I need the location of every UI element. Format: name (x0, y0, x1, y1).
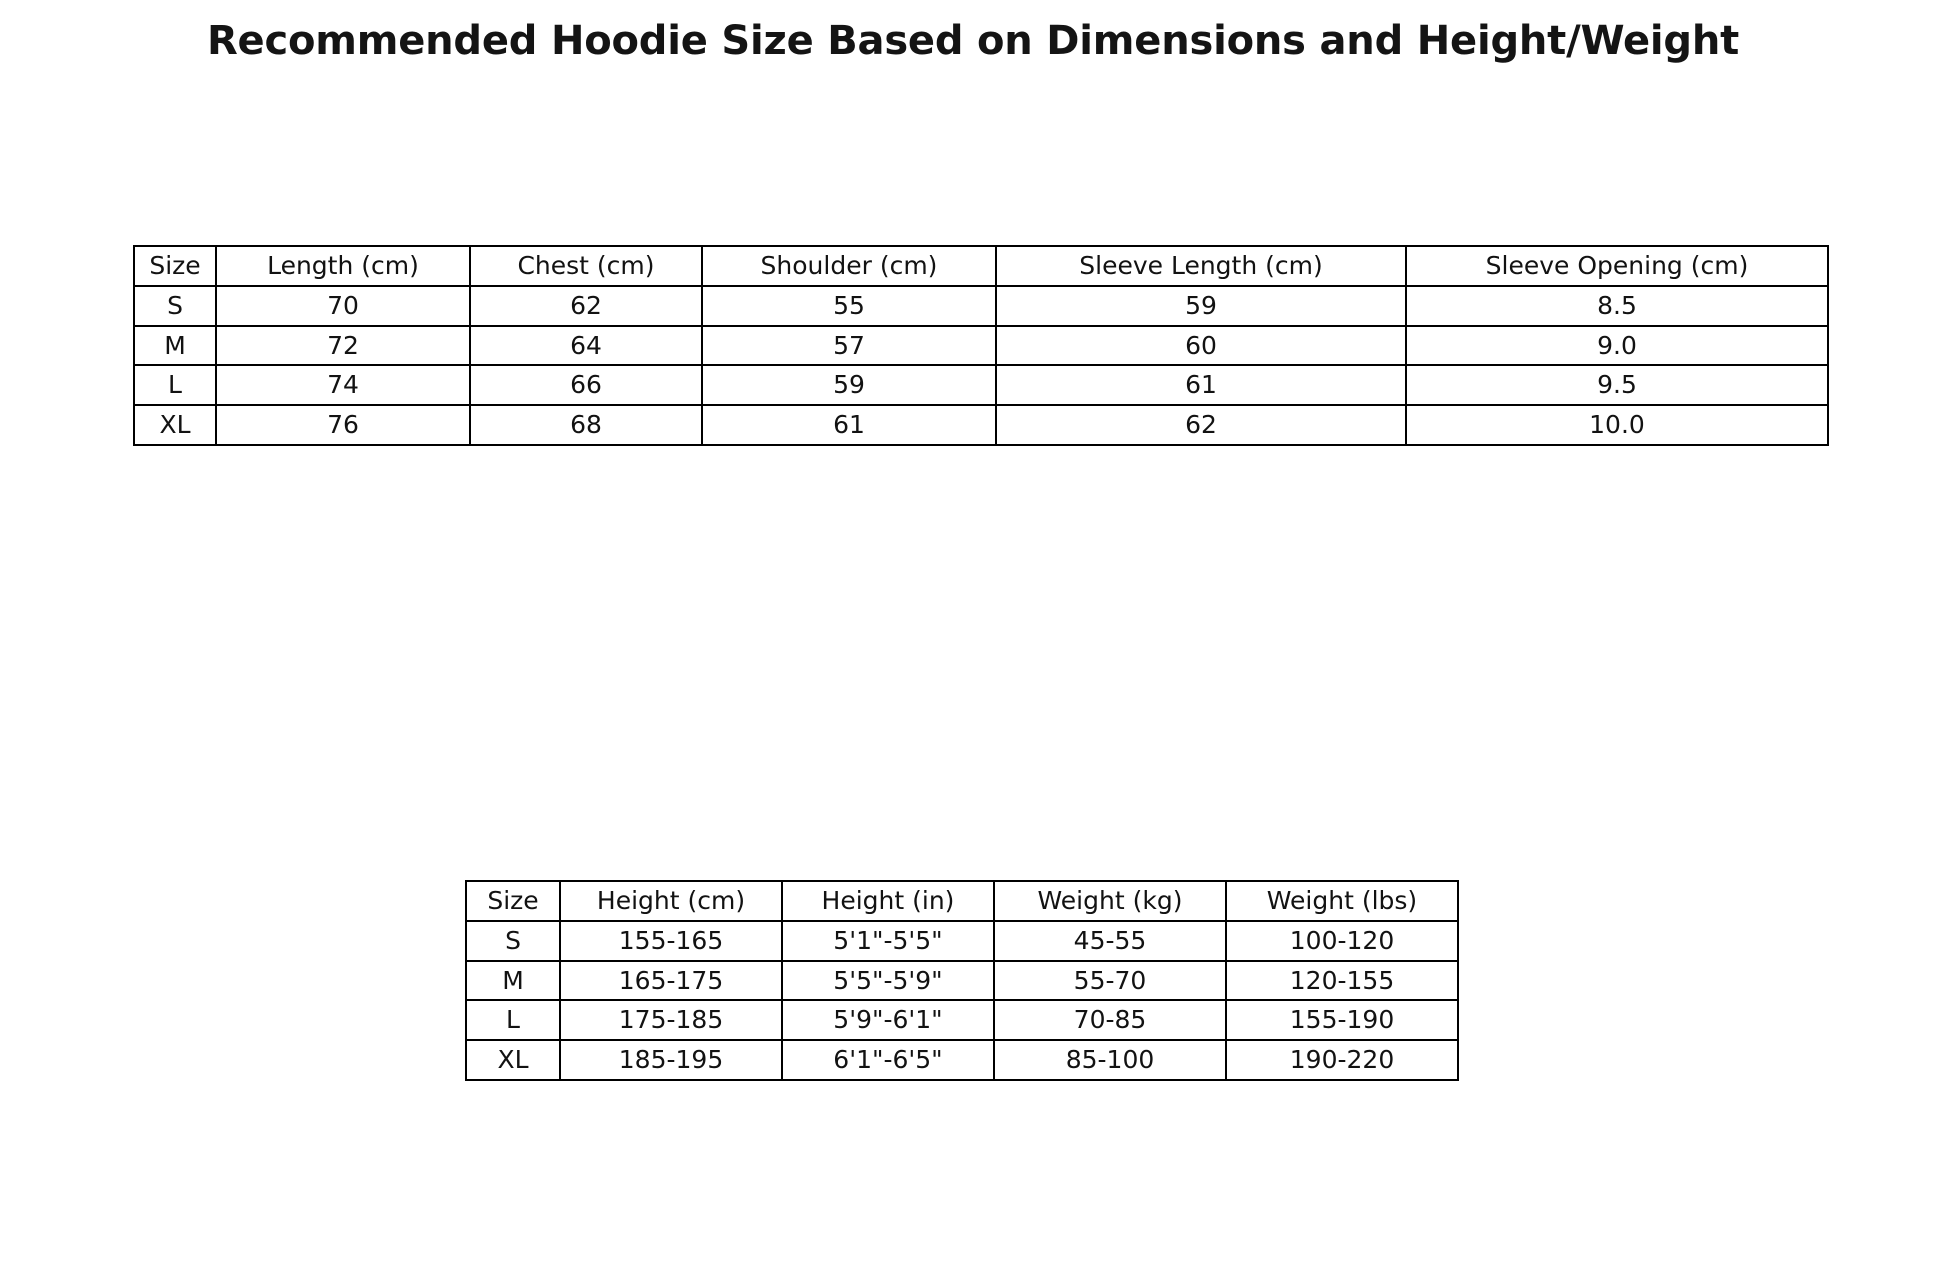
cell-height-in: 5'1"-5'5" (782, 921, 994, 961)
cell-sleeve-opening: 9.0 (1406, 326, 1828, 366)
column-header-size: Size (466, 881, 560, 921)
cell-shoulder: 59 (702, 365, 996, 405)
garment-dimensions-table (133, 245, 1829, 446)
column-header-size: Size (134, 246, 216, 286)
cell-length: 76 (216, 405, 470, 445)
column-header-sleeve-opening: Sleeve Opening (cm) (1406, 246, 1828, 286)
cell-length: 74 (216, 365, 470, 405)
cell-height-cm: 155-165 (560, 921, 782, 961)
column-header-height-in: Height (in) (782, 881, 994, 921)
cell-weight-lbs: 100-120 (1226, 921, 1458, 961)
table-row (134, 286, 1828, 326)
cell-length: 70 (216, 286, 470, 326)
column-header-shoulder: Shoulder (cm) (702, 246, 996, 286)
cell-length: 72 (216, 326, 470, 366)
cell-weight-kg: 70-85 (994, 1000, 1226, 1040)
column-header-height-cm: Height (cm) (560, 881, 782, 921)
table-row (134, 365, 1828, 405)
cell-height-in: 5'9"-6'1" (782, 1000, 994, 1040)
cell-sleeve-length: 59 (996, 286, 1406, 326)
cell-height-cm: 165-175 (560, 961, 782, 1001)
cell-size: M (466, 961, 560, 1001)
table-row (134, 405, 1828, 445)
cell-height-in: 5'5"-5'9" (782, 961, 994, 1001)
table-header-row (466, 881, 1458, 921)
cell-height-in: 6'1"-6'5" (782, 1040, 994, 1080)
cell-size: M (134, 326, 216, 366)
page-title: Recommended Hoodie Size Based on Dimensions and Height/Weight (206, 18, 1740, 64)
table-row (466, 921, 1458, 961)
cell-weight-kg: 45-55 (994, 921, 1226, 961)
cell-weight-kg: 85-100 (994, 1040, 1226, 1080)
cell-size: XL (466, 1040, 560, 1080)
cell-chest: 66 (470, 365, 702, 405)
cell-size: S (134, 286, 216, 326)
cell-weight-lbs: 190-220 (1226, 1040, 1458, 1080)
cell-sleeve-length: 60 (996, 326, 1406, 366)
cell-sleeve-opening: 8.5 (1406, 286, 1828, 326)
table-row (466, 961, 1458, 1001)
cell-chest: 68 (470, 405, 702, 445)
cell-height-cm: 185-195 (560, 1040, 782, 1080)
cell-size: XL (134, 405, 216, 445)
column-header-chest: Chest (cm) (470, 246, 702, 286)
cell-chest: 62 (470, 286, 702, 326)
cell-shoulder: 55 (702, 286, 996, 326)
cell-size: S (466, 921, 560, 961)
column-header-length: Length (cm) (216, 246, 470, 286)
table-row (466, 1000, 1458, 1040)
table-row (134, 326, 1828, 366)
column-header-weight-kg: Weight (kg) (994, 881, 1226, 921)
cell-sleeve-length: 62 (996, 405, 1406, 445)
cell-sleeve-opening: 10.0 (1406, 405, 1828, 445)
cell-height-cm: 175-185 (560, 1000, 782, 1040)
table-header-row (134, 246, 1828, 286)
cell-sleeve-length: 61 (996, 365, 1406, 405)
cell-shoulder: 61 (702, 405, 996, 445)
cell-weight-lbs: 155-190 (1226, 1000, 1458, 1040)
column-header-weight-lbs: Weight (lbs) (1226, 881, 1458, 921)
cell-chest: 64 (470, 326, 702, 366)
cell-shoulder: 57 (702, 326, 996, 366)
body-measurements-table (465, 880, 1459, 1081)
cell-size: L (466, 1000, 560, 1040)
column-header-sleeve-length: Sleeve Length (cm) (996, 246, 1406, 286)
table-row (466, 1040, 1458, 1080)
cell-weight-lbs: 120-155 (1226, 961, 1458, 1001)
cell-weight-kg: 55-70 (994, 961, 1226, 1001)
cell-size: L (134, 365, 216, 405)
cell-sleeve-opening: 9.5 (1406, 365, 1828, 405)
